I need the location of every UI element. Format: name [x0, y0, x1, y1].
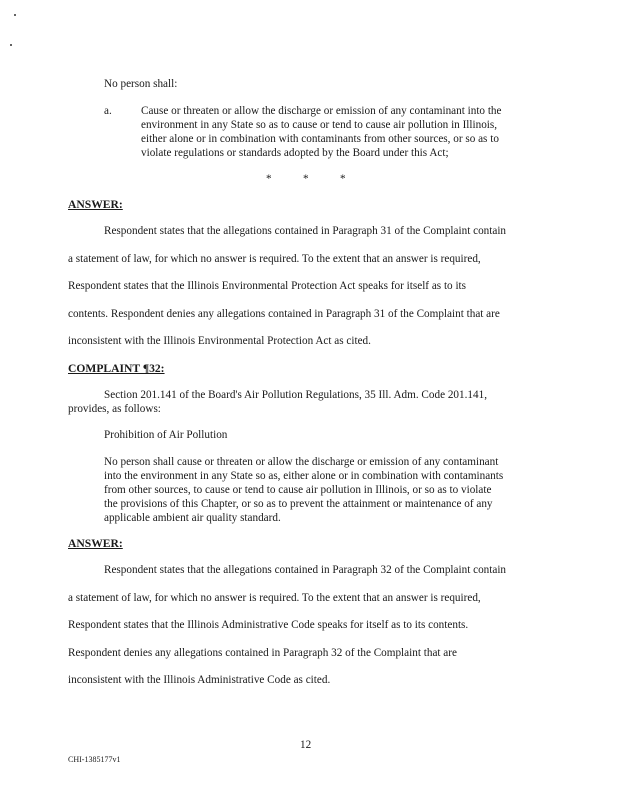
- answer-line: contents. Respondent denies any allegations contained in Paragraph 31 of the Complaint that are: [68, 308, 500, 320]
- answer-line: inconsistent with the Illinois Environmental Protection Act as cited.: [68, 335, 371, 347]
- document-id: CHI-1385177v1: [68, 755, 121, 764]
- scan-speck: [10, 44, 12, 46]
- ellipsis-star: *: [303, 173, 309, 185]
- answer-heading: ANSWER:: [68, 198, 123, 211]
- clause-a-line: violate regulations or standards adopted by the Board under this Act;: [141, 147, 449, 159]
- scan-speck: [14, 14, 16, 16]
- complaint-heading: COMPLAINT ¶32:: [68, 362, 165, 375]
- quote-line: the provisions of this Chapter, or so as to prevent the attainment or maintenance of any: [104, 498, 493, 510]
- intro-line: No person shall:: [104, 78, 178, 90]
- answer-line: Respondent denies any allegations contained in Paragraph 32 of the Complaint that are: [68, 647, 457, 659]
- ellipsis-star: *: [266, 173, 272, 185]
- quote-line: from other sources, to cause or tend to cause air pollution in Illinois, or so as to violate: [104, 484, 492, 496]
- clause-a-line: environment in any State so as to cause or tend to cause air pollution in Illinois,: [141, 119, 498, 131]
- answer-line: Respondent states that the Illinois Administrative Code speaks for itself as to its contents.: [68, 619, 469, 631]
- answer-line: Respondent states that the Illinois Environmental Protection Act speaks for itself as to its: [68, 280, 467, 292]
- complaint-intro-line: Section 201.141 of the Board's Air Pollution Regulations, 35 Ill. Adm. Code 201.141,: [104, 389, 487, 401]
- quote-line: into the environment in any State so as, either alone or in combination with contaminants: [104, 470, 504, 482]
- answer-line: a statement of law, for which no answer is required. To the extent that an answer is required,: [68, 592, 481, 604]
- answer-line: Respondent states that the allegations contained in Paragraph 32 of the Complaint contain: [104, 564, 507, 576]
- quote-subheading: Prohibition of Air Pollution: [104, 429, 228, 441]
- answer-heading: ANSWER:: [68, 537, 123, 550]
- clause-a-label: a.: [104, 105, 112, 117]
- quote-line: applicable ambient air quality standard.: [104, 512, 281, 524]
- complaint-intro-line: provides, as follows:: [68, 403, 161, 415]
- page-number: 12: [300, 739, 312, 751]
- clause-a-line: either alone or in combination with contaminants from other sources, or so as to: [141, 133, 499, 145]
- quote-line: No person shall cause or threaten or allow the discharge or emission of any contaminant: [104, 456, 499, 468]
- answer-line: inconsistent with the Illinois Administrative Code as cited.: [68, 674, 331, 686]
- ellipsis-star: *: [340, 173, 346, 185]
- clause-a-line: Cause or threaten or allow the discharge or emission of any contaminant into the: [141, 105, 502, 117]
- answer-line: Respondent states that the allegations contained in Paragraph 31 of the Complaint contain: [104, 225, 507, 237]
- answer-line: a statement of law, for which no answer is required. To the extent that an answer is required,: [68, 253, 481, 265]
